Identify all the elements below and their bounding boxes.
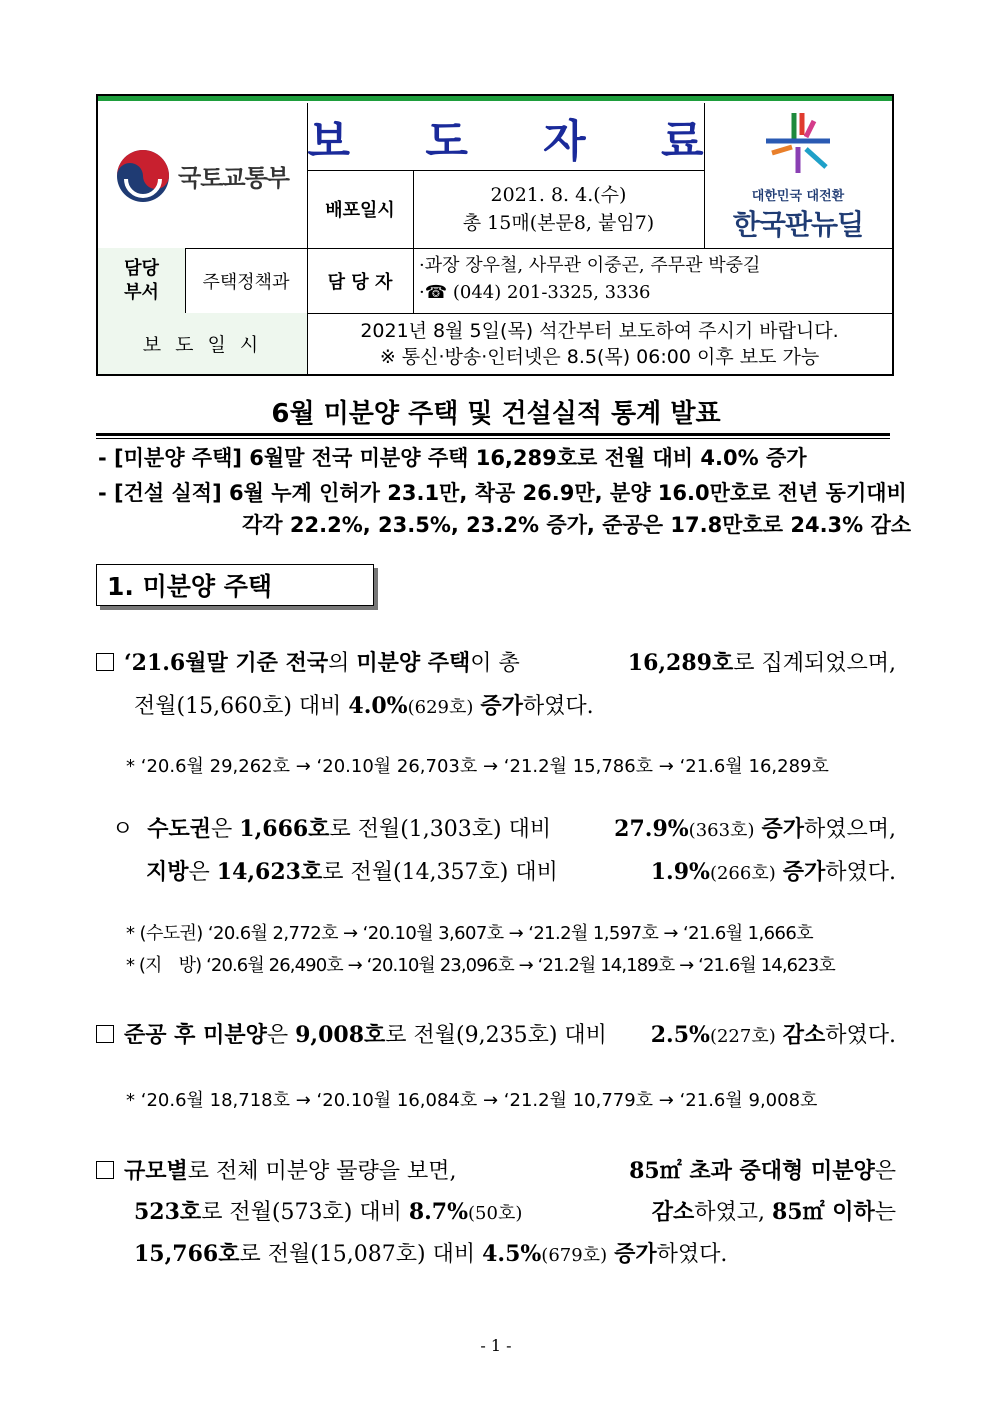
summary-line-3: 각각 22.2%, 23.5%, 23.2% 증가, 준공은 17.8만호로 24.3% 감소 [242,513,912,537]
para-2-line-2: 지방은 14,623호로 전월(14,357호) 대비 1.9%(266호) 증가하였다. [146,859,896,885]
para-4 [96,1151,896,1276]
brand-cell [704,103,892,249]
page-number: - 1 - [480,1336,512,1355]
para-4-line-3: 15,766호로 전월(15,087호) 대비 4.5%(679호) 증가하였다. [134,1241,728,1267]
ministry-logo-cell [98,103,308,249]
para-4-line-1: 규모별로 전체 미분양 물량을 보면, 85㎡ 초과 중대형 미분양은 [96,1151,896,1192]
government-emblem-icon [116,149,170,203]
para-2 [112,812,896,886]
release-label: 보 도 일 시 [142,334,263,356]
headline: 6월 미분양 주택 및 건설실적 통계 발표 [271,399,721,429]
para-1-line-1 [96,646,896,677]
note-2b: * (지 방) ‘20.6월 26,490호 → ‘20.10월 23,096호 → ‘21.2월 14,189호 → ‘21.6월 14,623호 [126,955,835,976]
contact-label: 담 당 자 [307,248,414,314]
para-1-lead: ‘21.6월말 기준 전국의 미분양 주택이 총 [96,646,520,677]
para-3 [96,1018,896,1049]
doc-title-cell [307,103,734,171]
summary-line-1: - [미분양 주택] 6월말 전국 미분양 주택 16,289호로 전월 대비 4.0% 증가 [98,446,807,470]
release-value [307,313,892,374]
para-1-tail: 16,289호로 집계되었으며, [627,650,896,676]
checkbox-bullet-icon [96,1025,114,1043]
note-2a: * (수도권) ‘20.6월 2,772호 → ‘20.10월 3,607호 → ‘21.2월 1,597호 → ‘21.6월 1,666호 [126,923,813,944]
para-1-line-2: 전월(15,660호) 대비 4.0%(629호) 증가하였다. [134,693,594,719]
press-release-header [96,94,894,376]
contact-names: ·과장 장우철, 사무관 이중곤, 주무관 박중길 [419,255,761,276]
ministry-name: 국토교통부 [178,164,289,192]
para-2-line-1: ㅇ 수도권은 1,666호로 전월(1,303호) 대비 27.9%(363호) 증가하였으며, [112,816,896,842]
checkbox-bullet-icon [96,1161,114,1179]
doc-type-title: 보 도 자 료 [307,115,734,167]
brand-title: 한국판뉴딜 [732,208,864,241]
headline-rule-bottom [96,438,890,439]
circle-bullet-icon: ㅇ [112,817,134,842]
note-1: * ‘20.6월 29,262호 → ‘20.10월 26,703호 → ‘21.2월 15,786호 → ‘21.6월 16,289호 [126,756,829,777]
release-line-2: ※ 통신·방송·인터넷은 8.5(목) 06:00 이후 보도 가능 [379,345,820,368]
brand-subtitle: 대한민국 대전환 [751,189,845,204]
para-4-line-2: 523호로 전월(573호) 대비 8.7%(50호) 감소하였고, 85㎡ 이하는 [134,1199,896,1225]
para-3-line-1: 준공 후 미분양은 9,008호로 전월(9,235호) 대비 2.5%(227호) 감소하였다. [96,1018,896,1049]
distribution-date: 2021. 8. 4.(수) [490,184,627,206]
para-1 [96,646,896,720]
note-3: * ‘20.6월 18,718호 → ‘20.10월 16,084호 → ‘21.2월 10,779호 → ‘21.6월 9,008호 [126,1090,818,1111]
contact-value [413,248,892,314]
checkbox-bullet-icon [96,653,114,671]
release-label-cell [98,313,308,374]
section-title: 1. 미분양 주택 [96,564,374,606]
dept-value: 주택정책과 [185,248,308,314]
release-line-1: 2021년 8월 5일(목) 석간부터 보도하여 주시기 바랍니다. [360,319,839,342]
page-count: 총 15매(본문8, 붙임7) [462,212,655,234]
headline-rule-top [96,433,890,436]
summary-line-2: - [건설 실적] 6월 누계 인허가 23.1만, 착공 26.9만, 분양 16.0만호로 전년 동기대비 [98,481,907,505]
dept-label-cell [98,248,186,314]
new-deal-star-icon [764,111,834,175]
dept-label: 담당 부서 [124,257,159,303]
distribution-label: 배포일시 [307,170,414,249]
distribution-value [413,170,705,249]
contact-phone: ·☎ (044) 201-3325, 3336 [419,282,651,303]
